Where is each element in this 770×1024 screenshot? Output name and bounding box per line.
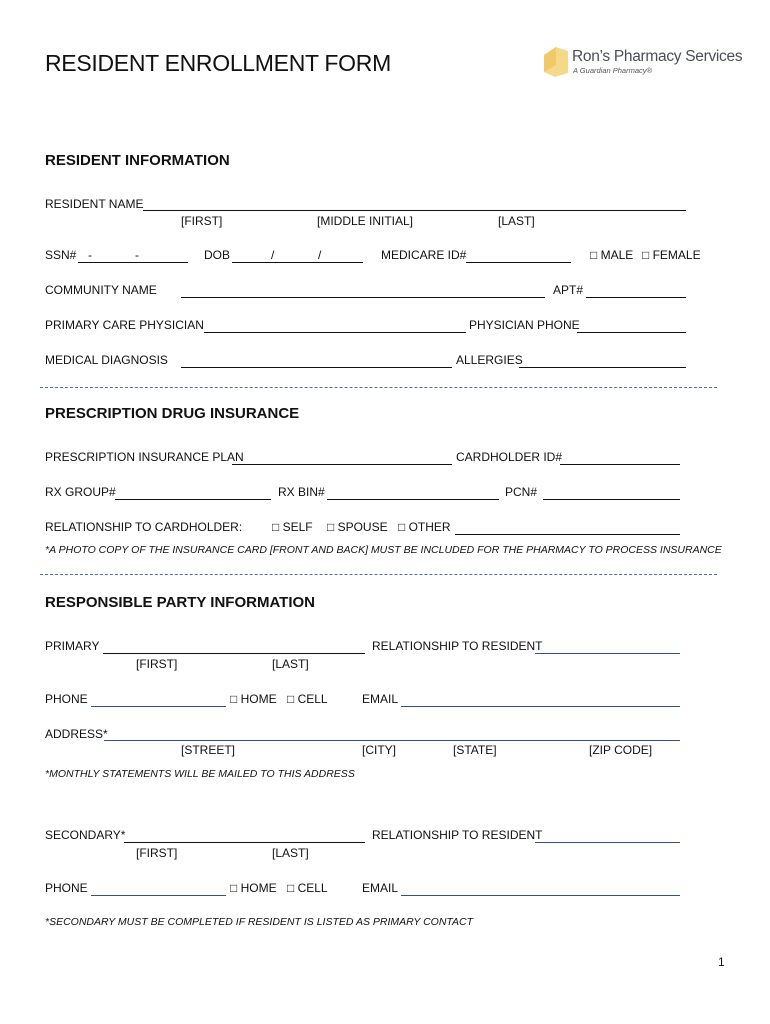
rx-group-label: RX GROUP#	[45, 485, 116, 499]
section-heading-responsible: RESPONSIBLE PARTY INFORMATION	[45, 594, 316, 611]
medicare-id-label: MEDICARE ID#	[381, 248, 467, 262]
insurance-card-note: *A PHOTO COPY OF THE INSURANCE CARD [FRONT AND BACK] MUST BE INCLUDED FOR THE PHARMACY TO PROCESS INSURANCE	[45, 544, 722, 556]
dob-separator: /	[318, 248, 322, 262]
page-title: RESIDENT ENROLLMENT FORM	[45, 50, 391, 76]
home-checkbox[interactable]: □ HOME	[230, 692, 277, 706]
first-name-caption: [FIRST]	[136, 846, 178, 860]
zip-caption: [ZIP CODE]	[589, 743, 653, 757]
insurance-plan-field[interactable]	[232, 464, 452, 465]
last-name-caption: [LAST]	[272, 657, 309, 671]
middle-initial-caption: [MIDDLE INITIAL]	[317, 214, 414, 228]
cell-checkbox[interactable]: □ CELL	[287, 692, 328, 706]
physician-phone-field[interactable]	[577, 332, 686, 333]
address-field[interactable]	[104, 740, 680, 741]
male-checkbox[interactable]: □ MALE	[590, 248, 634, 262]
relationship-cardholder-label: RELATIONSHIP TO CARDHOLDER:	[45, 520, 243, 534]
secondary-relationship-field[interactable]	[535, 842, 680, 843]
pharmacy-logo	[541, 45, 743, 85]
primary-email-field[interactable]	[401, 706, 680, 707]
secondary-note: *SECONDARY MUST BE COMPLETED IF RESIDENT IS LISTED AS PRIMARY CONTACT	[45, 916, 474, 928]
resident-name-label: RESIDENT NAME	[45, 197, 144, 211]
secondary-phone-field[interactable]	[91, 895, 226, 896]
section-divider	[40, 574, 717, 575]
relationship-resident-label: RELATIONSHIP TO RESIDENT	[372, 828, 543, 842]
secondary-name-field[interactable]	[124, 842, 365, 843]
physician-phone-label: PHYSICIAN PHONE	[469, 318, 580, 332]
last-name-caption: [LAST]	[272, 846, 309, 860]
cell-checkbox[interactable]: □ CELL	[287, 881, 328, 895]
medical-diagnosis-field[interactable]	[181, 367, 452, 368]
spouse-checkbox[interactable]: □ SPOUSE	[327, 520, 388, 534]
last-name-caption: [LAST]	[498, 214, 535, 228]
dob-separator: /	[271, 248, 275, 262]
city-caption: [CITY]	[362, 743, 397, 757]
pcp-field[interactable]	[204, 332, 466, 333]
ssn-field[interactable]	[78, 262, 188, 263]
logo-name: Ron’s Pharmacy Services	[572, 48, 743, 65]
relationship-resident-label: RELATIONSHIP TO RESIDENT	[372, 639, 543, 653]
ssn-label: SSN#	[45, 248, 77, 262]
first-name-caption: [FIRST]	[136, 657, 178, 671]
secondary-email-field[interactable]	[401, 895, 680, 896]
section-heading-resident: RESIDENT INFORMATION	[45, 152, 230, 169]
resident-name-field[interactable]	[143, 210, 686, 211]
page-number: 1	[718, 955, 725, 969]
allergies-label: ALLERGIES	[456, 353, 523, 367]
insurance-plan-label: PRESCRIPTION INSURANCE PLAN	[45, 450, 244, 464]
cardholder-id-field[interactable]	[560, 464, 680, 465]
rx-group-field[interactable]	[115, 499, 271, 500]
dob-field[interactable]	[232, 262, 363, 263]
home-checkbox[interactable]: □ HOME	[230, 881, 277, 895]
primary-name-field[interactable]	[103, 653, 365, 654]
self-checkbox[interactable]: □ SELF	[272, 520, 313, 534]
secondary-label: SECONDARY*	[45, 828, 126, 842]
apt-field[interactable]	[586, 297, 686, 298]
community-name-field[interactable]	[181, 297, 545, 298]
section-heading-insurance: PRESCRIPTION DRUG INSURANCE	[45, 405, 300, 422]
pcn-label: PCN#	[505, 485, 538, 499]
pcn-field[interactable]	[543, 499, 680, 500]
other-checkbox[interactable]: □ OTHER	[398, 520, 451, 534]
phone-label: PHONE	[45, 692, 88, 706]
street-caption: [STREET]	[181, 743, 236, 757]
cardholder-id-label: CARDHOLDER ID#	[456, 450, 563, 464]
logo-subtitle: A Guardian Pharmacy®	[573, 66, 653, 75]
allergies-field[interactable]	[519, 367, 686, 368]
email-label: EMAIL	[362, 881, 399, 895]
primary-relationship-field[interactable]	[535, 653, 680, 654]
address-label: ADDRESS*	[45, 727, 108, 741]
female-checkbox[interactable]: □ FEMALE	[642, 248, 701, 262]
section-divider	[40, 387, 717, 388]
medical-diagnosis-label: MEDICAL DIAGNOSIS	[45, 353, 168, 367]
phone-label: PHONE	[45, 881, 88, 895]
apt-label: APT#	[553, 283, 584, 297]
medicare-id-field[interactable]	[466, 262, 571, 263]
dob-label: DOB	[204, 248, 231, 262]
state-caption: [STATE]	[453, 743, 497, 757]
community-name-label: COMMUNITY NAME	[45, 283, 157, 297]
address-note: *MONTHLY STATEMENTS WILL BE MAILED TO THIS ADDRESS	[45, 768, 355, 780]
rx-bin-label: RX BIN#	[278, 485, 325, 499]
rx-bin-field[interactable]	[327, 499, 499, 500]
primary-label: PRIMARY	[45, 639, 100, 653]
email-label: EMAIL	[362, 692, 399, 706]
primary-phone-field[interactable]	[91, 706, 226, 707]
first-name-caption: [FIRST]	[181, 214, 223, 228]
other-relationship-field[interactable]	[455, 534, 680, 535]
pcp-label: PRIMARY CARE PHYSICIAN	[45, 318, 204, 332]
ssn-separator: -	[135, 248, 139, 262]
ssn-separator: -	[88, 248, 92, 262]
logo-mark-icon	[541, 45, 571, 79]
